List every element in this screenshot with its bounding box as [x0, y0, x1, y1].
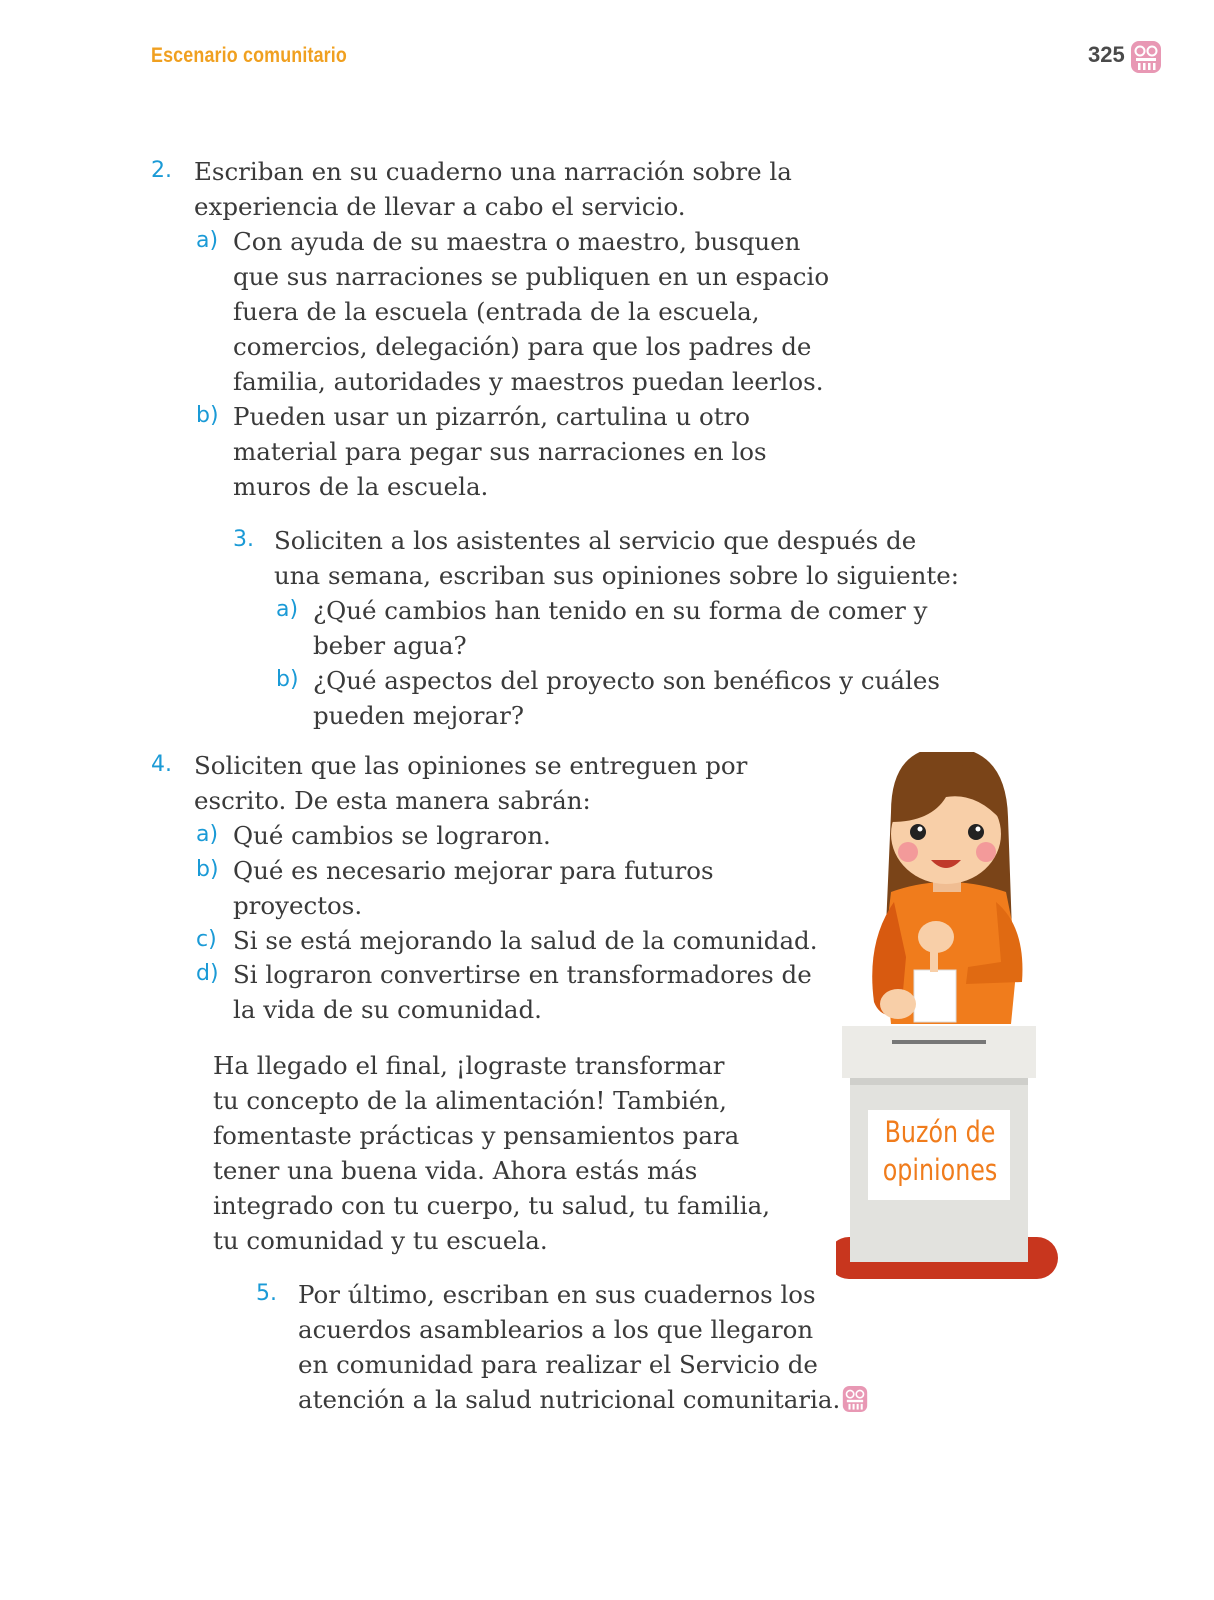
- item-number: 3.: [233, 527, 254, 552]
- subitem-text-line: que sus narraciones se publiquen en un espacio: [233, 262, 830, 291]
- closing-line: fomentaste prácticas y pensamientos para: [213, 1121, 740, 1150]
- closing-line: integrado con tu cuerpo, tu salud, tu familia,: [213, 1191, 771, 1220]
- subitem-text-line: familia, autoridades y maestros puedan leerlos.: [233, 367, 824, 396]
- box-label-line: opiniones: [882, 1153, 998, 1187]
- opinion-box-illustration: [836, 752, 1076, 1312]
- subitem-text-line: Si lograron convertirse en transformadores de: [233, 960, 812, 989]
- closing-line: Ha llegado el final, ¡lograste transformar: [213, 1051, 725, 1080]
- subitem-text-line: comercios, delegación) para que los padres de: [233, 332, 812, 361]
- item-text-line: una semana, escriban sus opiniones sobre lo siguiente:: [274, 561, 959, 590]
- box-label: [883, 1113, 998, 1189]
- subitem-text-line: Pueden usar un pizarrón, cartulina u otro: [233, 402, 751, 431]
- subitem-text-line: Si se está mejorando la salud de la comunidad.: [233, 926, 818, 955]
- subitem-text-line: ¿Qué aspectos del proyecto son benéficos y cuáles: [313, 666, 940, 695]
- subitem-text-line: proyectos.: [233, 891, 363, 920]
- item-number: 4.: [151, 752, 172, 777]
- section-title: Escenario comunitario: [151, 44, 348, 67]
- closing-line: tener una buena vida. Ahora estás más: [213, 1156, 698, 1185]
- item-text-line: acuerdos asamblearios a los que llegaron: [298, 1315, 814, 1344]
- closing-line: tu concepto de la alimentación! También,: [213, 1086, 727, 1115]
- item-text-line: escrito. De esta manera sabrán:: [194, 786, 591, 815]
- subitem-text-line: Qué cambios se lograron.: [233, 821, 551, 850]
- subitem-text-line: la vida de su comunidad.: [233, 995, 542, 1024]
- subitem-text-line: pueden mejorar?: [313, 701, 524, 730]
- subitem-text-line: material para pegar sus narraciones en los: [233, 437, 767, 466]
- subitem-text-line: muros de la escuela.: [233, 472, 489, 501]
- subitem-letter: b): [276, 667, 299, 692]
- subitem-letter: b): [196, 857, 219, 882]
- item-text-line: experiencia de llevar a cabo el servicio.: [194, 192, 686, 221]
- subitem-text-line: ¿Qué cambios han tenido en su forma de comer y: [313, 596, 928, 625]
- subitem-letter: c): [196, 927, 217, 952]
- subitem-text-line: Con ayuda de su maestra o maestro, busquen: [233, 227, 801, 256]
- item-text-line: Por último, escriban en sus cuadernos los: [298, 1280, 816, 1309]
- item-number: 2.: [151, 158, 172, 183]
- item-text-line: Soliciten a los asistentes al servicio que después de: [274, 526, 917, 555]
- item-text-line: Soliciten que las opiniones se entreguen por: [194, 751, 748, 780]
- subitem-letter: a): [196, 228, 219, 253]
- subitem-text-line: fuera de la escuela (entrada de la escuela,: [233, 297, 760, 326]
- community-glyph-icon: [1130, 40, 1162, 74]
- item-number: 5.: [256, 1281, 277, 1306]
- subitem-text-line: beber agua?: [313, 631, 467, 660]
- item-text-line: Escriban en su cuaderno una narración sobre la: [194, 157, 792, 186]
- community-glyph-icon: [842, 1385, 868, 1413]
- subitem-letter: a): [276, 597, 299, 622]
- subitem-letter: b): [196, 403, 219, 428]
- subitem-text-line: Qué es necesario mejorar para futuros: [233, 856, 714, 885]
- item-text-line: en comunidad para realizar el Servicio de: [298, 1350, 818, 1379]
- subitem-letter: a): [196, 822, 219, 847]
- subitem-letter: d): [196, 961, 219, 986]
- opinion-paper: [914, 970, 956, 1022]
- page-number: 325: [1088, 42, 1125, 67]
- closing-line: tu comunidad y tu escuela.: [213, 1226, 548, 1255]
- box-label-line: Buzón de: [884, 1115, 996, 1149]
- item-text-line: atención a la salud nutricional comunitaria.: [298, 1385, 841, 1414]
